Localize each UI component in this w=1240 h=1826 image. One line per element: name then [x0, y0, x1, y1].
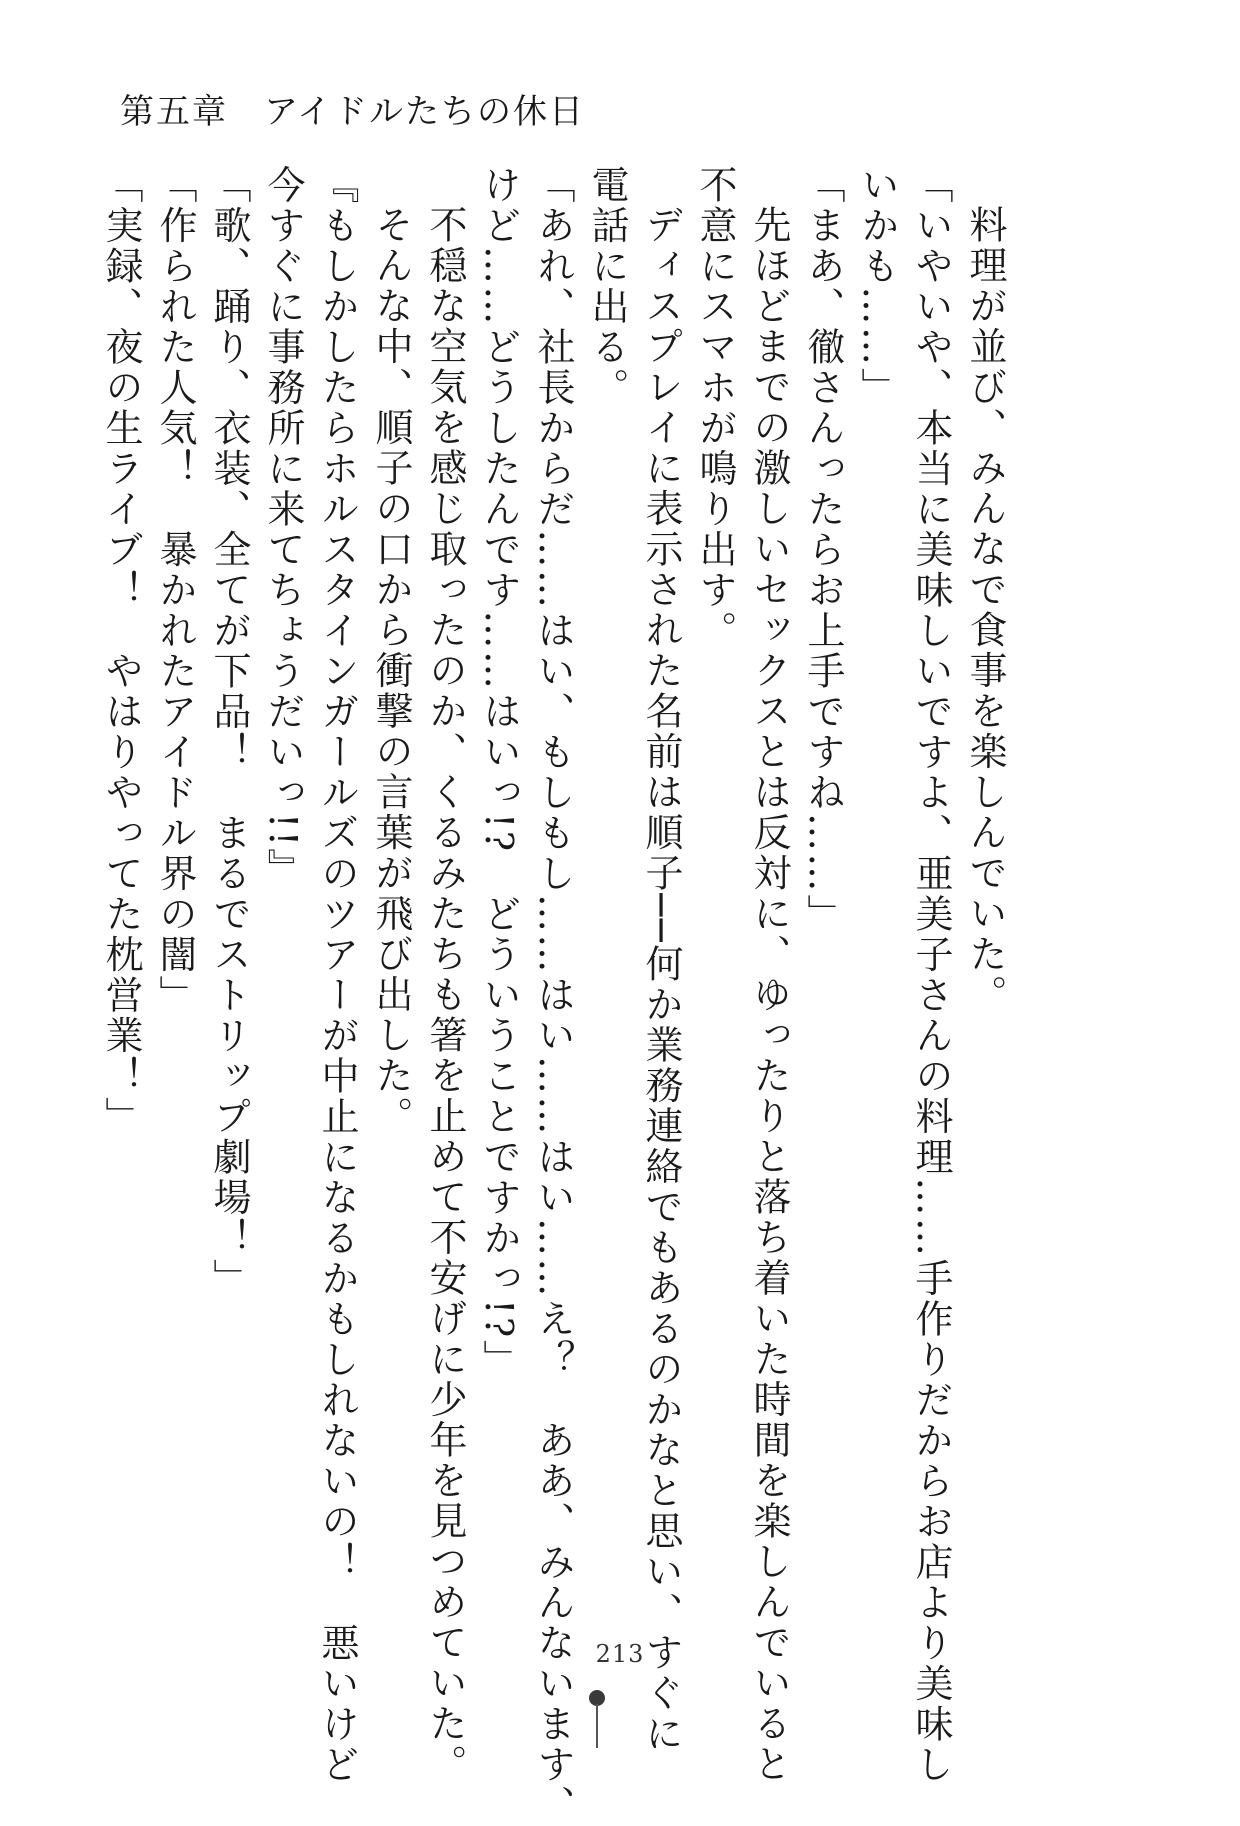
running-head: 第五章 アイドルたちの休日 — [120, 92, 585, 132]
text-line: ディスプレイに表示された名前は順子──何か業務連絡でもあるのかなと思い、すぐに — [639, 205, 683, 1755]
text-line: いかも……」 — [855, 165, 899, 408]
text-line: 電話に出る。 — [585, 165, 629, 408]
body-text — [94, 165, 1012, 1826]
text-line: 「あれ、社長からだ……はい、もしもし……はい……はい……え？ ああ、みんないます、 — [531, 165, 575, 1826]
text-line: 「作られた人気！ 暴かれたアイドル界の闇」 — [153, 165, 197, 1016]
text-line: 料理が並び、みんなで食事を楽しんでいた。 — [963, 205, 1007, 1015]
text-line: 今すぐに事務所に来てちょうだいっ!!』 — [261, 165, 305, 890]
text-line: 「実録、夜の生ライブ！ やはりやってた枕営業！」 — [99, 165, 143, 1137]
text-line: 『もしかしたらホルスタインガールズのツアーが中止になるかもしれないの！ 悪いけど — [315, 165, 359, 1785]
page-number: 213 — [595, 1640, 645, 1668]
text-line: 「いやいや、本当に美味しいですよ、亜美子さんの料理……手作りだからお店より美味し — [909, 165, 953, 1785]
text-line: そんな中、順子の口から衝撃の言葉が飛び出した。 — [369, 205, 413, 1137]
text-line: 不穏な空気を感じ取ったのか、くるみたちも箸を止めて不安げに少年を見つめていた。 — [423, 205, 467, 1785]
text-line: 先ほどまでの激しいセックスとは反対に、ゆったりと落ち着いた時間を楽しんでいると — [747, 205, 791, 1785]
text-line: けど……どうしたんです……はいっ!? どういうことですかっ!?」 — [477, 165, 521, 1381]
text-line: 「歌、踊り、衣装、全てが下品！ まるでストリップ劇場！」 — [207, 165, 251, 1299]
text-line: 「まあ、徹さんったらお上手ですね……」 — [801, 165, 845, 935]
text-line: 不意にスマホが鳴り出す。 — [693, 165, 737, 651]
page-footer — [0, 1640, 1240, 1748]
footer-line-ornament — [596, 1704, 598, 1748]
